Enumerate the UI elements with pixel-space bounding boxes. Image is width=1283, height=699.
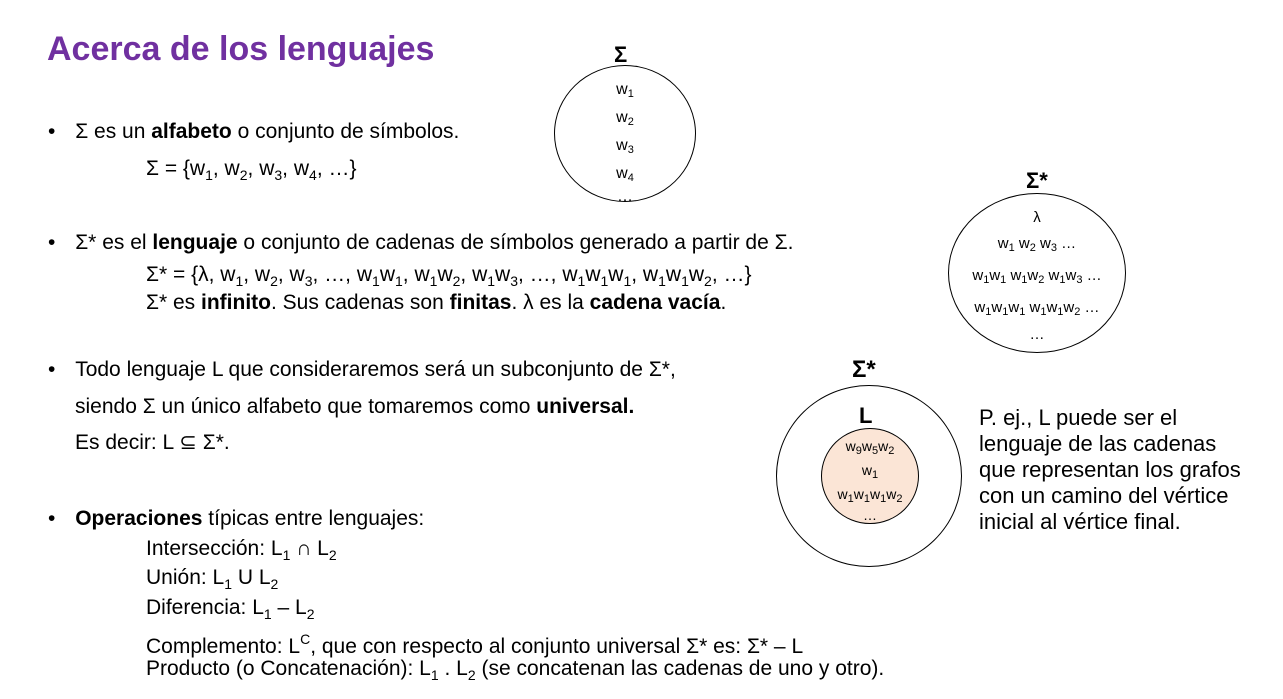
text: w — [688, 263, 705, 286]
text: (se concatenan las cadenas de uno y otro). — [475, 657, 885, 680]
term-universal: universal. — [536, 395, 635, 418]
text: w — [1006, 267, 1022, 284]
text: … — [1082, 267, 1102, 284]
text: w — [495, 263, 511, 286]
text: U L — [232, 566, 271, 589]
sub: 1 — [600, 273, 609, 289]
text: Intersección: L — [146, 537, 283, 560]
sub: 2 — [888, 445, 895, 457]
term-alfabeto: alfabeto — [151, 120, 232, 143]
op-diferencia — [146, 595, 315, 627]
symbol-item: $w_4$ — [616, 165, 634, 184]
sub: 1 — [623, 273, 632, 289]
text: , …} — [316, 157, 357, 180]
sigma-star-strings — [945, 206, 1129, 344]
ellipsis: … — [863, 507, 877, 523]
example-line: inicial al vértice final. — [979, 509, 1181, 534]
sub: 1 — [863, 493, 870, 505]
sigma-star-properties — [146, 290, 726, 316]
symbol-item: $w_1$ — [616, 81, 634, 100]
text: Σ = {w — [146, 157, 206, 180]
sub: 2 — [1038, 274, 1045, 286]
text: w — [870, 486, 881, 502]
op-interseccion — [146, 536, 337, 568]
text: w — [1014, 235, 1030, 252]
sigma-star-circle — [948, 193, 1126, 353]
text: Σ* es — [146, 291, 202, 314]
sub: 1 — [1021, 274, 1028, 286]
text: Es decir: L — [75, 431, 180, 454]
sub: 1 — [372, 273, 380, 289]
text: w — [861, 438, 872, 454]
sub: 1 — [282, 547, 291, 563]
text: . — [720, 291, 727, 314]
sub: 2 — [270, 576, 279, 592]
sub: 9 — [855, 445, 862, 457]
sub: 1 — [1040, 306, 1047, 318]
bullet-dot: • — [48, 507, 56, 530]
sub: 3 — [304, 273, 313, 289]
sub: 2 — [896, 493, 903, 505]
text: siendo Σ un único alfabeto que tomaremos como — [75, 395, 537, 418]
sub: 1 — [577, 273, 586, 289]
text: o conjunto de símbolos. — [231, 120, 460, 143]
subset-symbol: ⊆ — [179, 431, 197, 454]
sub: 1 — [1002, 306, 1009, 318]
sub: 3 — [274, 167, 283, 183]
sub: 2 — [704, 273, 712, 289]
sub: 3 — [1050, 242, 1058, 254]
sub: 1 — [1059, 274, 1066, 286]
example-line: que representan los grafos — [979, 457, 1241, 482]
language-label: L — [859, 403, 873, 428]
sub: 1 — [985, 306, 992, 318]
text: Σ* = {λ, w — [146, 263, 236, 286]
sub: 2 — [270, 273, 278, 289]
sub: 1 — [1057, 306, 1064, 318]
text: , w — [212, 157, 240, 180]
universal-line — [75, 394, 634, 420]
sub: 1 — [681, 273, 689, 289]
bullet-subconjunto — [48, 357, 676, 383]
text: w — [861, 462, 872, 478]
text: w — [665, 263, 682, 286]
text: , w — [247, 157, 275, 180]
text: , w — [277, 263, 305, 286]
text: w — [585, 263, 601, 286]
text: w — [997, 235, 1009, 252]
sigma-definition — [146, 156, 357, 188]
text: w — [1027, 267, 1039, 284]
example-line: P. ej., L puede ser el — [979, 405, 1178, 430]
page-title: Acerca de los lenguajes — [47, 30, 435, 68]
sub: 1 — [224, 576, 233, 592]
text: w — [437, 263, 453, 286]
sub: 1 — [1019, 306, 1026, 318]
ellipsis: … — [1029, 326, 1045, 343]
text: w — [878, 438, 889, 454]
bullet-dot: • — [48, 120, 56, 143]
sub: 1 — [658, 273, 666, 289]
sub: 2 — [1029, 242, 1036, 254]
text: Unión: L — [146, 566, 225, 589]
text: , w — [282, 157, 310, 180]
sub: 1 — [1000, 274, 1007, 286]
bullet-alfabeto — [48, 119, 459, 145]
text: w — [1025, 299, 1041, 316]
sub: 1 — [847, 493, 854, 505]
sub: 5 — [872, 445, 879, 457]
text: … — [1080, 299, 1100, 316]
text: , …, w — [312, 263, 373, 286]
strings-row — [945, 294, 1129, 326]
text: Todo lenguaje L que consideraremos será un subconjunto de Σ*, — [75, 358, 676, 381]
term-infinito: infinito — [201, 291, 271, 314]
sub: 1 — [487, 273, 496, 289]
op-producto — [146, 656, 884, 688]
sigma-circle-label: Σ — [614, 42, 628, 67]
sigma-symbols — [555, 78, 695, 204]
text: w — [379, 263, 395, 286]
sub: 1 — [395, 273, 403, 289]
text: Σ*. — [196, 431, 230, 454]
sub: 2 — [467, 667, 476, 683]
text: w — [972, 267, 984, 284]
sub: 3 — [1076, 274, 1083, 286]
strings-row — [945, 230, 1129, 262]
text: Diferencia: L — [146, 596, 264, 619]
sup: C — [300, 631, 311, 647]
text: w — [853, 486, 864, 502]
text: Σ* es el — [75, 231, 153, 254]
subset-line — [75, 430, 230, 456]
sub: 2 — [306, 606, 315, 622]
text: Σ es un — [75, 120, 152, 143]
bullet-dot: • — [48, 231, 56, 254]
sub: 1 — [983, 274, 990, 286]
text: w — [837, 486, 848, 502]
text: w — [1046, 299, 1058, 316]
text: , w — [631, 263, 659, 286]
text: w — [1065, 267, 1077, 284]
text: , …} — [711, 263, 752, 286]
lambda: λ — [1033, 209, 1041, 226]
text: – L — [271, 596, 307, 619]
symbol-item: $w_3$ — [616, 137, 634, 156]
text: ∩ L — [290, 537, 329, 560]
text: Producto (o Concatenación): L — [146, 657, 431, 680]
language-circle — [821, 428, 919, 524]
text: w — [1035, 235, 1051, 252]
term-operaciones: Operaciones — [75, 507, 203, 530]
text: w — [1044, 267, 1060, 284]
sub: 1 — [205, 167, 213, 183]
sigma-circle — [554, 65, 696, 205]
text: w — [845, 438, 856, 454]
text: , w — [460, 263, 488, 286]
text: o conjunto de cadenas de símbolos generado a partir de Σ. — [237, 231, 794, 254]
strings-row — [816, 461, 924, 485]
text: … — [1057, 235, 1077, 252]
sub: 1 — [429, 273, 438, 289]
sub: 2 — [452, 273, 461, 289]
strings-row — [816, 437, 924, 461]
symbol-item: $w_2$ — [616, 109, 634, 128]
text: w — [1063, 299, 1075, 316]
ellipsis: … — [617, 188, 633, 205]
text: . λ es la — [511, 291, 590, 314]
sub: 1 — [1008, 242, 1015, 254]
sub: 1 — [430, 667, 439, 683]
text: w — [989, 267, 1001, 284]
example-text — [979, 405, 1241, 535]
example-line: con un camino del vértice — [979, 483, 1229, 508]
text: w — [974, 299, 986, 316]
language-strings — [816, 437, 924, 521]
strings-row — [945, 262, 1129, 294]
text: w — [608, 263, 624, 286]
sub: 3 — [510, 273, 519, 289]
text: . L — [438, 657, 468, 680]
text: , que con respecto al conjunto universal Σ* es: Σ* – L — [310, 635, 804, 658]
text: . Sus cadenas son — [271, 291, 450, 314]
text: w — [1008, 299, 1020, 316]
example-line: lenguaje de las cadenas — [979, 431, 1217, 456]
op-union — [146, 565, 278, 597]
term-cadena-vacia: cadena vacía — [589, 291, 721, 314]
bullet-dot: • — [48, 358, 56, 381]
sub: 2 — [328, 547, 337, 563]
text: típicas entre lenguajes: — [202, 507, 425, 530]
sub: 4 — [309, 167, 317, 183]
term-lenguaje: lenguaje — [152, 231, 238, 254]
sub: 2 — [239, 167, 248, 183]
bullet-lenguaje — [48, 230, 793, 256]
sub: 1 — [235, 273, 244, 289]
term-finitas: finitas — [449, 291, 512, 314]
op-complemento — [146, 626, 803, 660]
sigma-star-circle-label: Σ* — [1026, 168, 1048, 193]
strings-row — [816, 485, 924, 509]
universe-label: Σ* — [852, 356, 876, 383]
text: w — [991, 299, 1003, 316]
text: , …, w — [518, 263, 578, 286]
text: , w — [243, 263, 271, 286]
sub: 1 — [872, 469, 879, 481]
text: Complemento: L — [146, 635, 301, 658]
sub: 1 — [880, 493, 887, 505]
bullet-operaciones — [48, 506, 424, 532]
text: w — [886, 486, 897, 502]
sub: 1 — [263, 606, 272, 622]
text: , w — [402, 263, 430, 286]
sub: 2 — [1074, 306, 1081, 318]
